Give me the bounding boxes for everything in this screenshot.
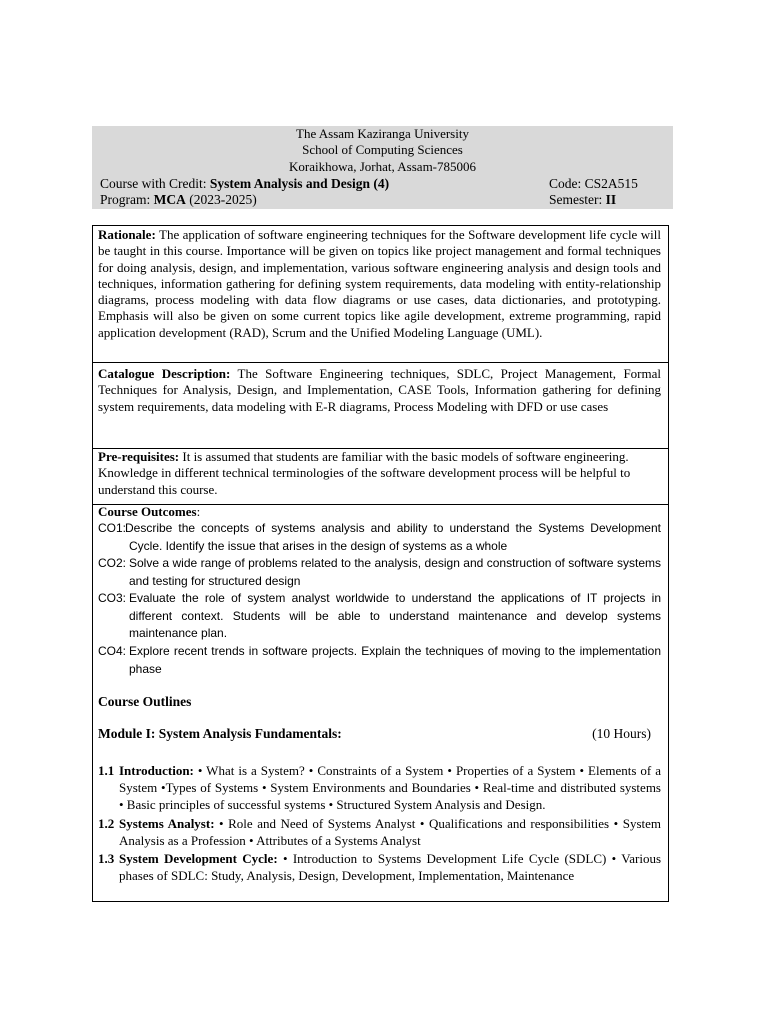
course-credit: Course with Credit: System Analysis and Design (4)	[100, 176, 390, 191]
outcome-item	[98, 643, 661, 678]
outline-item	[98, 850, 661, 884]
rationale-text: Rationale: The application of software engineering techniques for the Software development life cycle will be taught in this course. Importance will be given on topics like project management and formal techniques for doing analysis, design, and implementation, various software engineering analysis and design tools and techniques, information gathering for defining system requirements, data modeling with entity-relationship diagrams, process modeling with data flow diagrams or use cases, data dictionaries, and prototyping. Emphasis will also be given on some current topics like agile development, extreme programming, rapid application development (RAD), Scrum and the Unified Modeling Language (UML).	[98, 227, 661, 340]
outline-number: 1.1	[98, 763, 115, 778]
outcome-item	[98, 555, 661, 590]
university-name: The Assam Kaziranga University	[296, 126, 469, 141]
outline-item	[98, 815, 661, 849]
course-outlines-title: Course Outlines	[98, 694, 192, 709]
outcome-item	[98, 590, 661, 643]
outline-text: System Development Cycle: • Introduction to Systems Development Life Cycle (SDLC) • Various phases of SDLC: Study, Analysis, Design, Development, Implementation, Maintenance	[119, 851, 662, 883]
outline-text: Systems Analyst: • Role and Need of Systems Analyst • Qualifications and responsibilities • System Analysis as a Profession • Attributes of a Systems Analyst	[119, 816, 661, 848]
program-name: MCA	[153, 192, 186, 207]
outline-number: 1.3	[98, 851, 115, 866]
outcome-text: Explore recent trends in software projects. Explain the techniques of moving to the implementation phase	[129, 644, 661, 676]
outcome-code: CO3:	[98, 591, 127, 605]
outline-item	[98, 762, 661, 813]
university-address: Koraikhowa, Jorhat, Assam-785006	[288, 159, 477, 174]
school-name: School of Computing Sciences	[302, 142, 463, 157]
outcome-code: CO4:	[98, 644, 127, 658]
course-header	[92, 126, 673, 209]
program: Program: MCA (2023-2025)	[100, 192, 257, 207]
catalogue-label: Catalogue Description:	[98, 366, 231, 381]
outcome-text: Describe the concepts of systems analysis and ability to understand the Systems Development Cycle. Identify the issue that arises in the design of systems as a whole	[125, 521, 661, 553]
course-name: System Analysis and Design (4)	[209, 176, 390, 191]
prerequisites-section	[92, 448, 669, 505]
catalogue-text: Catalogue Description: The Software Engineering techniques, SDLC, Project Management, Formal Techniques for Analysis, Design, and Implementation, CASE Tools, Information gathering for defining system requirements, data modeling with E-R diagrams, Process Modeling with DFD or use cases	[98, 366, 661, 414]
semester-value: II	[605, 192, 617, 207]
rationale-label: Rationale:	[98, 227, 156, 242]
outcomes-heading: Course Outcomes:	[98, 504, 201, 519]
outline-text: Introduction: • What is a System? • Constraints of a System • Properties of a System • Elements of a System •Types of Systems • System Environments and Boundaries • Real-time and distributed systems • Basic principles of successful systems • Structured System Analysis and Design.	[119, 763, 661, 812]
outcome-text: Evaluate the role of system analyst worldwide to understand the applications of IT projects in different context. Students will be able to understand maintenance and develop systems maintenance plan.	[129, 591, 661, 641]
catalogue-section	[92, 361, 669, 449]
module-title: Module I: System Analysis Fundamentals:	[98, 726, 342, 741]
outcome-item	[98, 520, 661, 555]
module-heading	[98, 726, 651, 742]
course-code: Code: CS2A515	[549, 176, 638, 191]
semester: Semester: II	[549, 192, 617, 207]
rationale-section	[92, 225, 669, 363]
outcome-code: CO2:	[98, 556, 127, 570]
outcome-text: Solve a wide range of problems related to the analysis, design and construction of software systems and testing for structured design	[129, 556, 661, 588]
outcome-code: CO1:	[98, 521, 127, 535]
module-hours: (10 Hours)	[592, 726, 651, 741]
prerequisites-label: Pre-requisites:	[98, 449, 180, 464]
outline-number: 1.2	[98, 816, 115, 831]
outcomes-section	[92, 504, 669, 902]
prerequisites-text: Pre-requisites: It is assumed that students are familiar with the basic models of software engineering. Knowledge in different technical terminologies of the software development process will be helpful to understand this course.	[98, 449, 631, 497]
